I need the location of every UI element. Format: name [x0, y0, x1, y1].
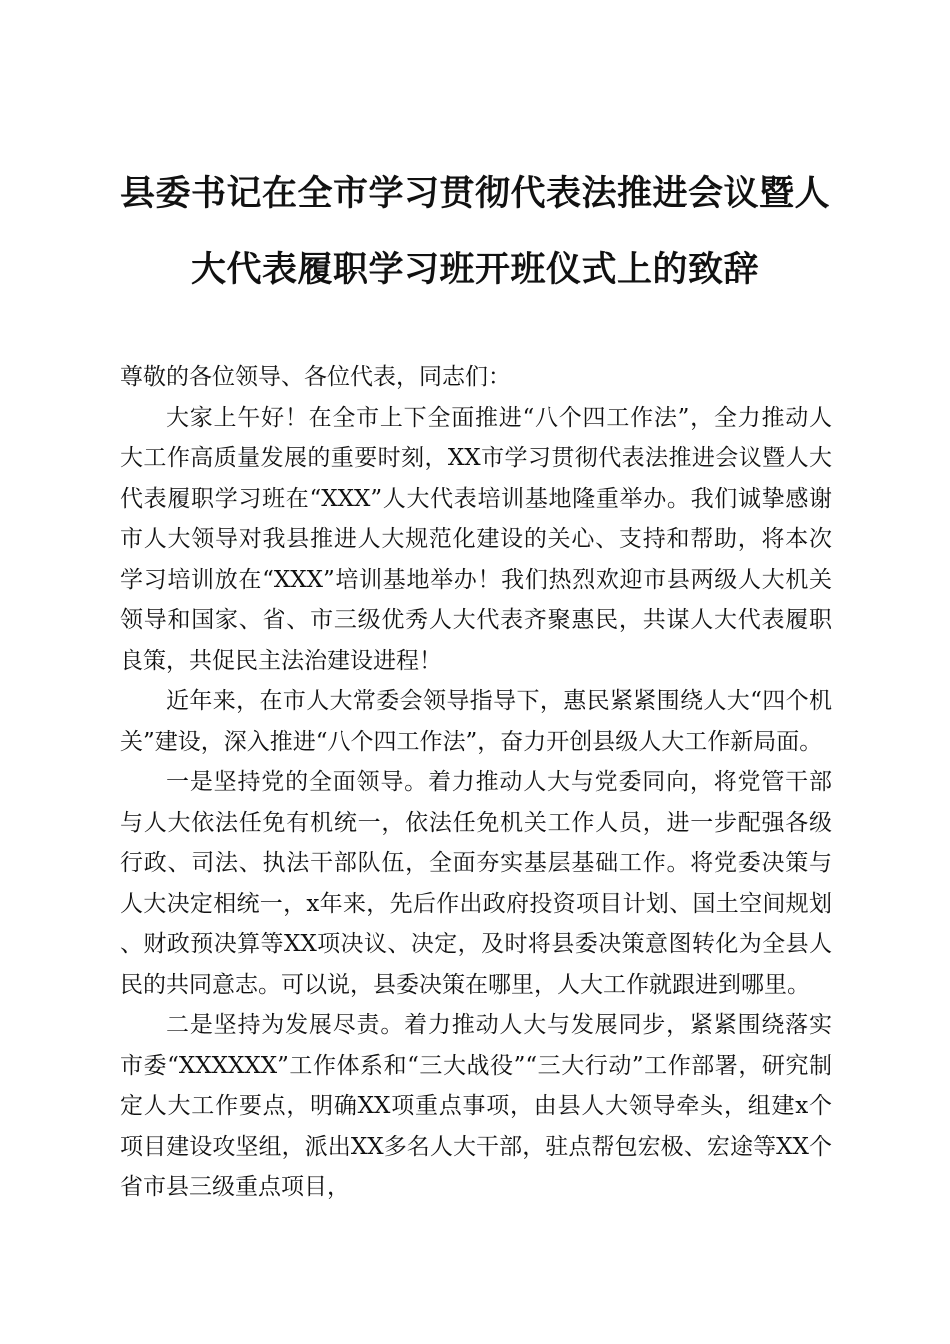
paragraph-greeting: 大家上午好！在全市上下全面推进“八个四工作法”，全力推动人大工作高质量发展的重要时刻，XX市学习贯彻代表法推进会议暨人大代表履职学习班在“XXX”人大代表培训基地隆重举办。我们诚挚感谢市人大领导对我县推进人大规范化建设的关心、支持和帮助，将本次学习培训放在“XXX”培训基地举办！我们热烈欢迎市县两级人大机关领导和国家、省、市三级优秀人大代表齐聚惠民，共谋人大代表履职良策，共促民主法治建设进程！ [120, 404, 832, 674]
paragraph-point-two: 二是坚持为发展尽责。着力推动人大与发展同步，紧紧围绕落实市委“XXXXXX”工作体系和“三大战役”“三大行动”工作部署，研究制定人大工作要点，明确XX项重点事项，由县人大领导牵头，组建x个项目建设攻坚组，派出XX多名人大干部，驻点帮包宏极、宏途等XX个省市县三级重点项目， [120, 1012, 832, 1200]
salutation: 尊敬的各位领导、各位代表，同志们： [120, 364, 511, 390]
document-title-line-2: 大代表履职学习班开班仪式上的致辞 [190, 249, 759, 290]
document-title-line-1: 县委书记在全市学习贯彻代表法推进会议暨人 [119, 173, 830, 214]
paragraph-point-one: 一是坚持党的全面领导。着力推动人大与党委同向，将党管干部与人大依法任免有机统一，依法任免机关工作人员，进一步配强各级行政、司法、执法干部队伍，全面夯实基层基础工作。将党委决策与人大决定相统一，x年来，先后作出政府投资项目计划、国土空间规划、财政预决算等XX项决议、决定，及时将县委决策意图转化为全县人民的共同意志。可以说，县委决策在哪里，人大工作就跟进到哪里。 [120, 769, 832, 998]
document-body [120, 357, 832, 1208]
paragraph-intro: 近年来，在市人大常委会领导指导下，惠民紧紧围绕人大“四个机关”建设，深入推进“八个四工作法”，奋力开创县级人大工作新局面。 [120, 688, 832, 755]
